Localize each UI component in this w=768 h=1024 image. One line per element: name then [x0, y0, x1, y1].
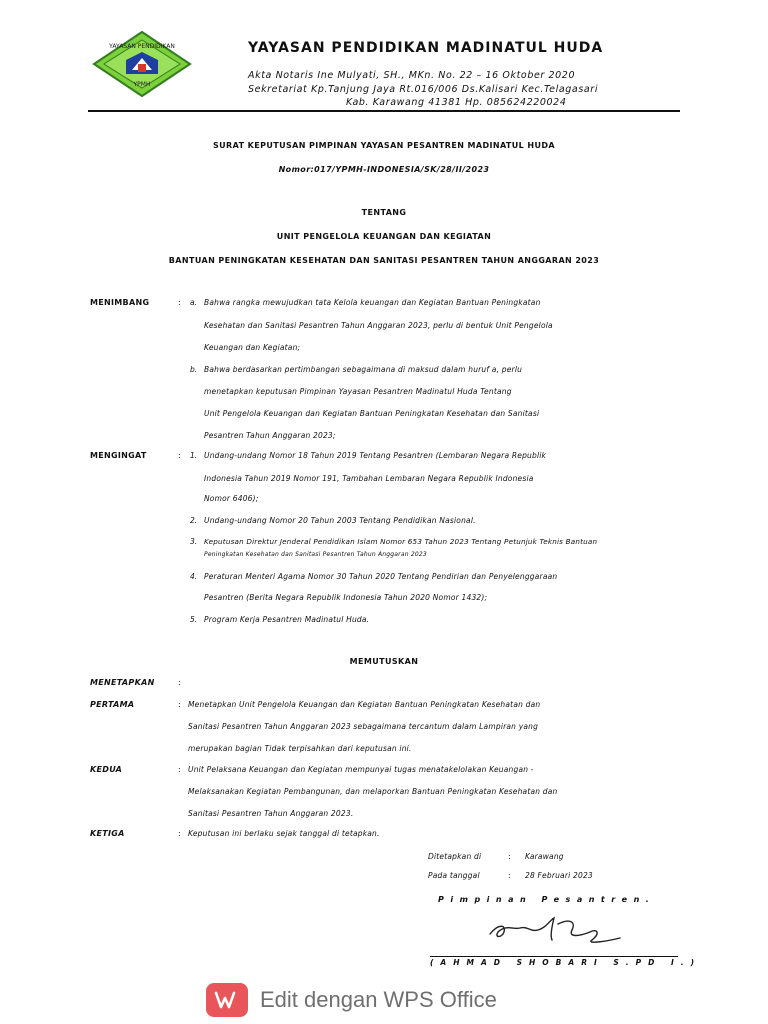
ditetapkan-value: Karawang	[525, 852, 564, 861]
colon: :	[508, 871, 511, 880]
item-text: Pesantren Tahun Anggaran 2023;	[204, 431, 336, 440]
item-text: Nomor 6406);	[204, 494, 259, 503]
item-number: b.	[190, 365, 198, 374]
signer-position: Pimpinan Pesantren.	[438, 895, 656, 904]
item-text: Unit Pelaksana Keuangan dan Kegiatan mempunyai tugas menatakelolakan Keuangan -	[188, 765, 534, 774]
colon: :	[178, 451, 181, 460]
item-text: Keputusan ini berlaku sejak tanggal di tetapkan.	[188, 829, 380, 838]
org-address-line: Kab. Karawang 41381 Hp. 085624220024	[346, 97, 567, 108]
wps-watermark	[206, 982, 497, 1018]
decree-subject: BANTUAN PENINGKATAN KESEHATAN DAN SANITASI PESANTREN TAHUN ANGGARAN 2023	[168, 256, 600, 265]
handwritten-signature	[480, 910, 630, 948]
item-text: Pesantren (Berita Negara Republik Indonesia Tahun 2020 Nomor 1432);	[204, 593, 488, 602]
logo-text-top: YAYASAN PENDIDIKAN	[109, 43, 175, 50]
item-text: Bahwa rangka mewujudkan tata Kelola keuangan dan Kegiatan Bantuan Peningkatan	[204, 298, 541, 307]
item-number: 4.	[190, 572, 198, 581]
section-label-menimbang: MENIMBANG	[90, 298, 150, 307]
item-text: Kesehatan dan Sanitasi Pesantren Tahun Anggaran 2023, perlu di bentuk Unit Pengelola	[204, 321, 553, 330]
section-label-kedua: KEDUA	[90, 765, 123, 774]
signer-name: (AHMAD SHOBARI S.PD I.)	[430, 958, 702, 967]
colon: :	[178, 765, 181, 774]
item-text: Melaksanakan Kegiatan Pembangunan, dan melaporkan Bantuan Peningkatan Kesehatan dan	[188, 787, 558, 796]
org-address-line: Akta Notaris Ine Mulyati, SH., MKn. No. 22 – 16 Oktober 2020	[248, 70, 576, 81]
logo-text-bottom: YPMH	[133, 81, 151, 88]
decree-number: Nomor:017/YPMH-INDONESIA/SK/28/II/2023	[278, 165, 490, 174]
item-number: 1.	[190, 451, 198, 460]
tentang-heading: TENTANG	[361, 208, 407, 217]
wps-logo-icon	[206, 983, 248, 1017]
tanggal-value: 28 Februari 2023	[525, 871, 593, 880]
item-text: Sanitasi Pesantren Tahun Anggaran 2023 sebagaimana tercantum dalam Lampiran yang	[188, 722, 539, 731]
item-text: Keputusan Direktur Jenderal Pendidikan Islam Nomor 653 Tahun 2023 Tentang Petunjuk Teknis Bantuan	[204, 537, 598, 546]
wps-watermark-text: Edit dengan WPS Office	[260, 987, 497, 1012]
foundation-logo	[92, 30, 192, 98]
item-text: Bahwa berdasarkan pertimbangan sebagaimana di maksud dalam huruf a, perlu	[204, 365, 523, 374]
item-text: Menetapkan Unit Pengelola Keuangan dan Kegiatan Bantuan Peningkatan Kesehatan dan	[188, 700, 541, 709]
item-number: 3.	[190, 537, 198, 546]
header-divider	[88, 110, 680, 112]
item-text: Undang-undang Nomor 18 Tahun 2019 Tentang Pesantren (Lembaran Negara Republik	[204, 451, 547, 460]
item-text: Keuangan dan Kegiatan;	[204, 343, 301, 352]
org-name: YAYASAN PENDIDIKAN MADINATUL HUDA	[248, 40, 604, 56]
item-number: a.	[190, 298, 197, 307]
section-label-mengingat: MENGINGAT	[90, 451, 147, 460]
item-text: merupakan bagian Tidak terpisahkan dari keputusan ini.	[188, 744, 412, 753]
memutuskan-heading: MEMUTUSKAN	[349, 657, 419, 666]
item-text: menetapkan keputusan Pimpinan Yayasan Pesantren Madinatul Huda Tentang	[204, 387, 512, 396]
colon: :	[508, 852, 511, 861]
item-text: Peningkatan Kesehatan dan Sanitasi Pesantren Tahun Anggaran 2023	[204, 551, 427, 558]
item-text: Unit Pengelola Keuangan dan Kegiatan Bantuan Peningkatan Kesehatan dan Sanitasi	[204, 409, 540, 418]
item-text: Undang-undang Nomor 20 Tahun 2003 Tentang Pendidikan Nasional.	[204, 516, 476, 525]
colon: :	[178, 700, 181, 709]
tanggal-label: Pada tanggal	[428, 871, 480, 880]
colon: :	[178, 829, 181, 838]
item-text: Indonesia Tahun 2019 Nomor 191, Tambahan Lembaran Negara Republik Indonesia	[204, 474, 534, 483]
colon: :	[178, 298, 181, 307]
item-number: 2.	[190, 516, 198, 525]
signature-underline	[430, 956, 678, 957]
item-text: Peraturan Menteri Agama Nomor 30 Tahun 2020 Tentang Pendirian dan Penyelenggaraan	[204, 572, 558, 581]
item-number: 5.	[190, 615, 198, 624]
decree-title: SURAT KEPUTUSAN PIMPINAN YAYASAN PESANTREN MADINATUL HUDA	[213, 141, 555, 150]
section-label-menetapkan: MENETAPKAN	[90, 678, 155, 687]
item-text: Sanitasi Pesantren Tahun Anggaran 2023.	[188, 809, 354, 818]
decree-subject: UNIT PENGELOLA KEUANGAN DAN KEGIATAN	[276, 232, 492, 241]
section-label-ketiga: KETIGA	[90, 829, 125, 838]
org-address-line: Sekretariat Kp.Tanjung Jaya Rt.016/006 Ds.Kalisari Kec.Telagasari	[248, 84, 599, 95]
section-label-pertama: PERTAMA	[90, 700, 135, 709]
colon: :	[178, 678, 181, 687]
item-text: Program Kerja Pesantren Madinatul Huda.	[204, 615, 370, 624]
ditetapkan-label: Ditetapkan di	[428, 852, 482, 861]
